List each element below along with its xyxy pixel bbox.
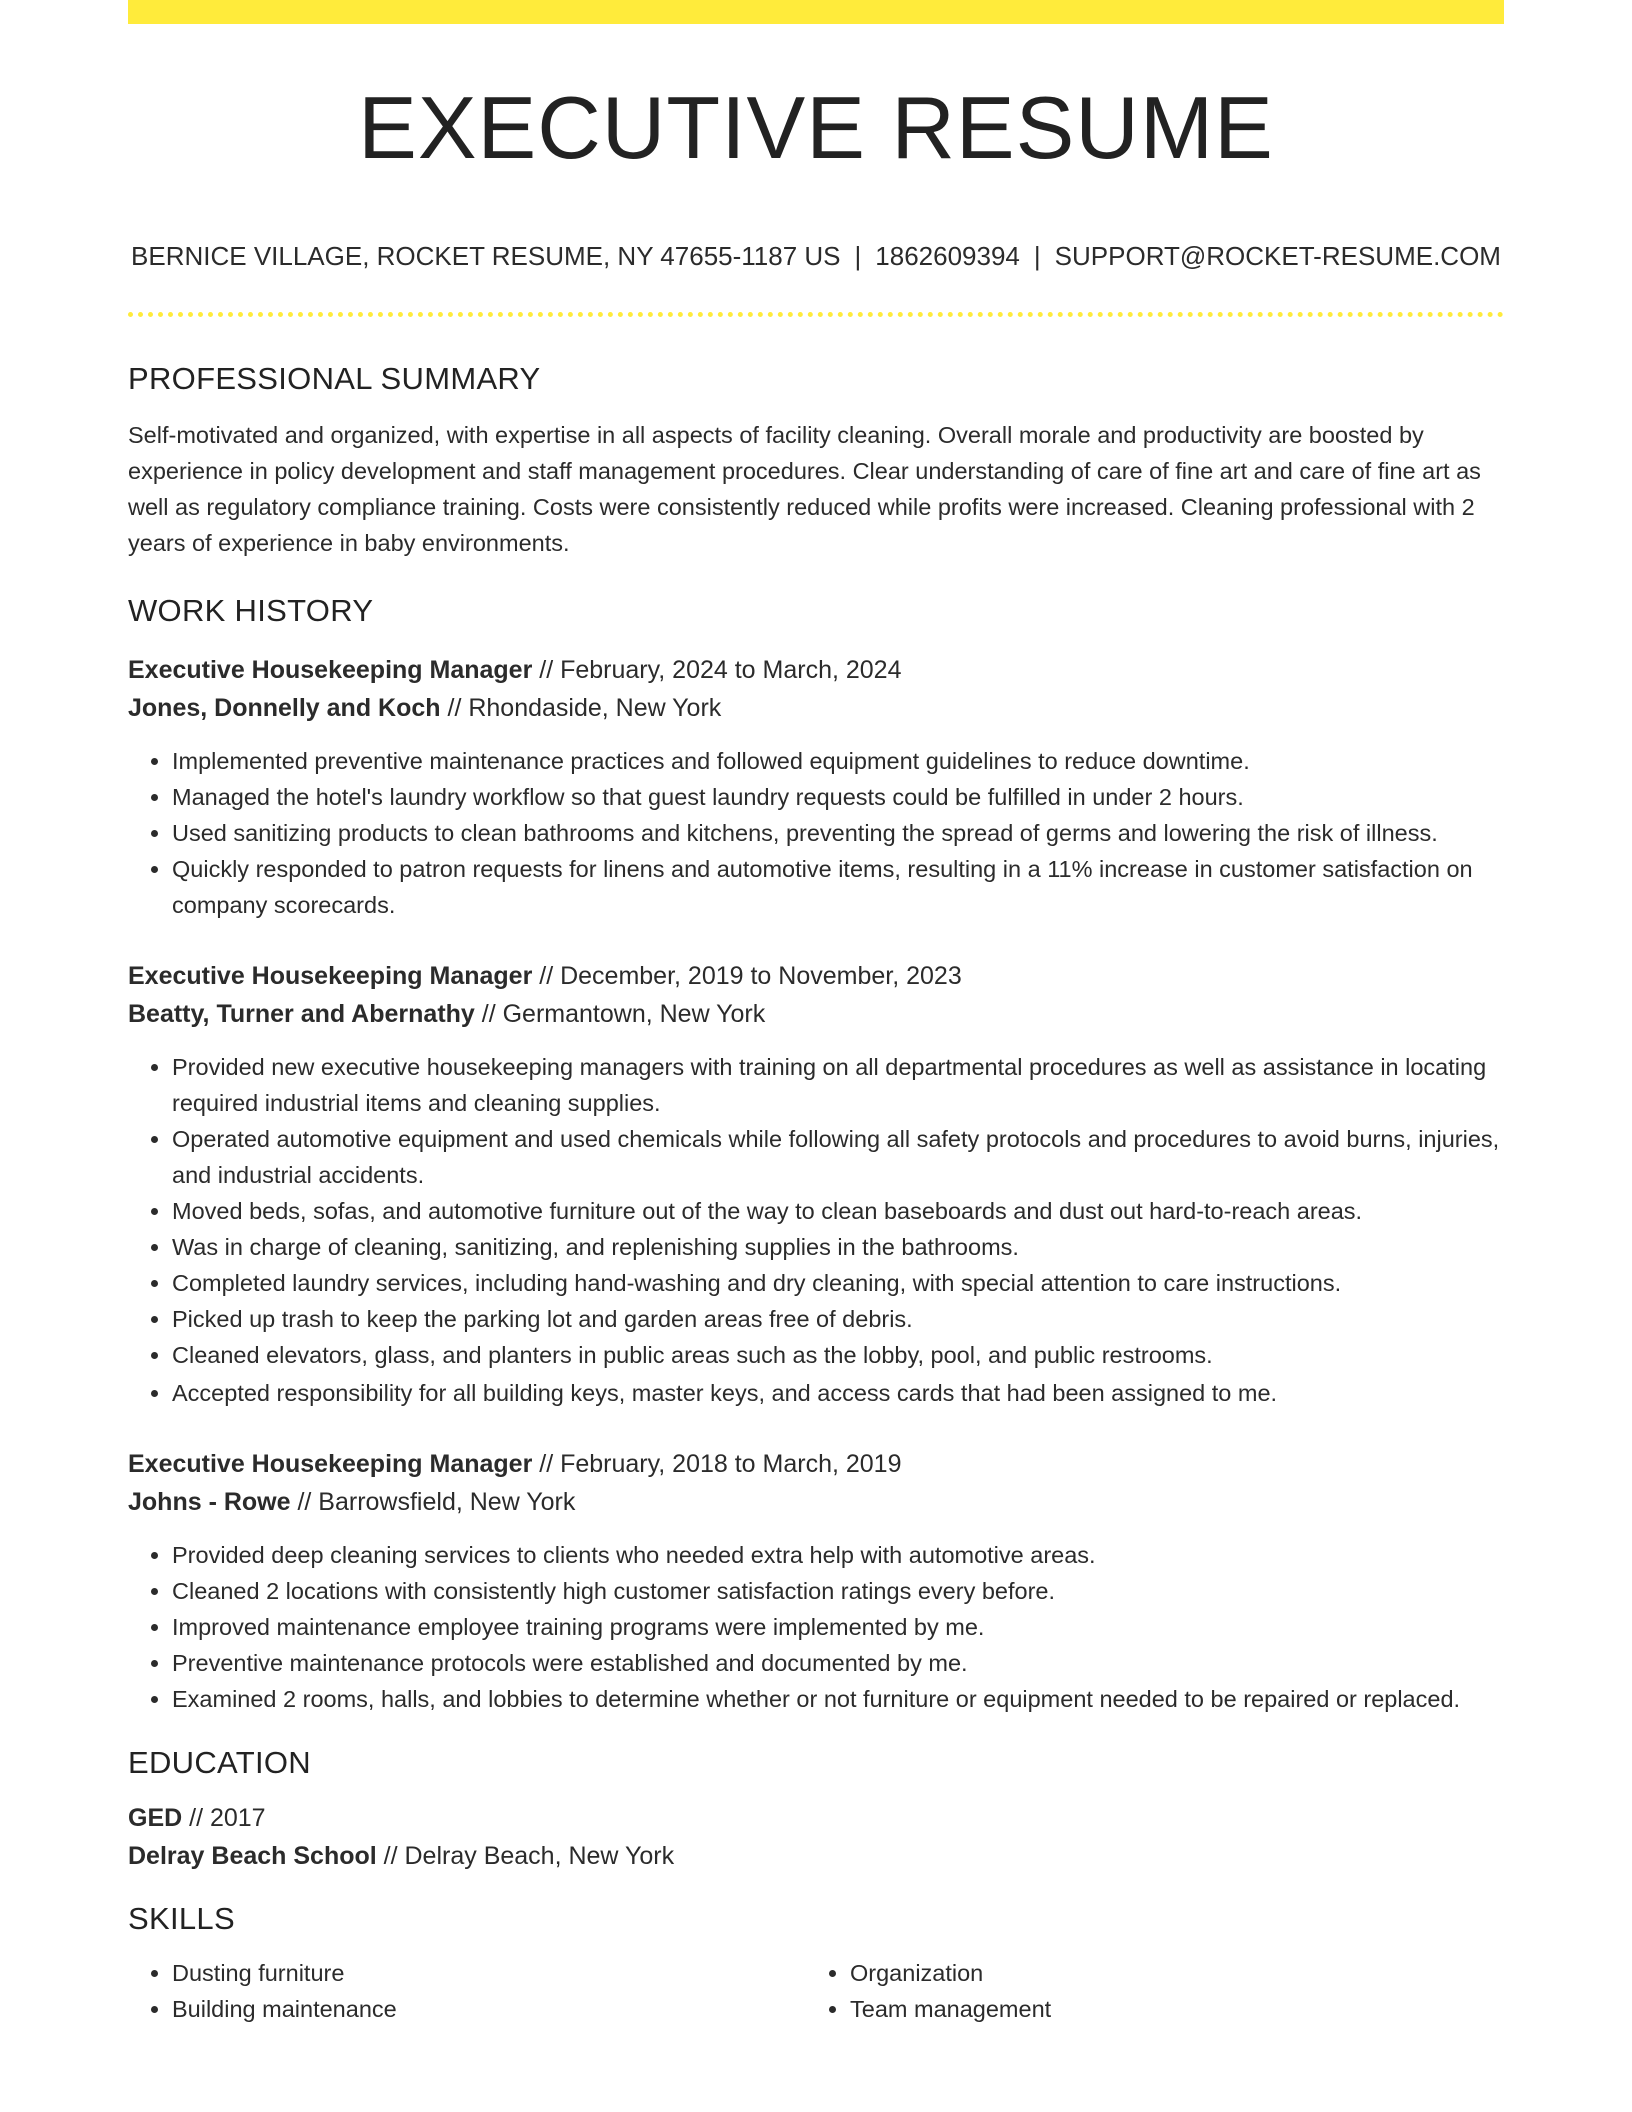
contact-phone[interactable]: 1862609394 — [875, 241, 1020, 271]
education-entry — [128, 1799, 1504, 1875]
summary-text: Self-motivated and organized, with expertise in all aspects of facility cleaning. Overall morale and productivity are boosted by experience in policy development and staff management procedures. Clear understanding of care of fine art and care of fine art as well as regulatory compliance training. Costs were consistently reduced while profits were increased. Cleaning professional with 2 years of experience in baby environments. — [128, 422, 1481, 556]
work-history-heading: WORK HISTORY — [128, 593, 374, 628]
list-item: • Cleaned elevators, glass, and planters in public areas such as the lobby, pool, and public restrooms. — [172, 1337, 1504, 1373]
list-item: • Moved beds, sofas, and automotive furniture out of the way to clean baseboards and dust out hard-to-reach areas. — [172, 1193, 1504, 1229]
skill-item: • Building maintenance — [172, 1991, 806, 2027]
degree-line — [128, 1799, 1504, 1837]
job-company-line — [128, 1483, 1504, 1521]
list-item: • Picked up trash to keep the parking lot and garden areas free of debris. — [172, 1301, 1504, 1337]
job-company: Johns - Rowe — [128, 1488, 291, 1516]
job-dates: // February, 2018 to March, 2019 — [532, 1450, 902, 1478]
contact-address: BERNICE VILLAGE, ROCKET RESUME, NY 47655-1187 US — [131, 241, 841, 271]
skills-bullets — [806, 1955, 1484, 2027]
job-title: Executive Housekeeping Manager — [128, 962, 533, 990]
skills-bullets — [128, 1955, 806, 2027]
job-title-line — [128, 651, 1504, 689]
list-item: • Implemented preventive maintenance practices and followed equipment guidelines to reduce downtime. — [172, 743, 1504, 779]
summary-heading: PROFESSIONAL SUMMARY — [128, 361, 541, 396]
school-line — [128, 1837, 1504, 1875]
job-title: Executive Housekeeping Manager — [128, 656, 533, 684]
skill-item: • Organization — [850, 1955, 1484, 1991]
list-item: • Accepted responsibility for all building keys, master keys, and access cards that had been assigned to me. — [172, 1375, 1504, 1411]
job-title: Executive Housekeeping Manager — [128, 1450, 533, 1478]
job-location: // Barrowsfield, New York — [290, 1488, 576, 1516]
degree: GED — [128, 1804, 183, 1832]
skills-list — [128, 1955, 1504, 2027]
education-heading: EDUCATION — [128, 1745, 311, 1780]
job-dates: // February, 2024 to March, 2024 — [532, 656, 902, 684]
list-item: • Improved maintenance employee training programs were implemented by me. — [172, 1609, 1504, 1645]
job-dates: // December, 2019 to November, 2023 — [532, 962, 962, 990]
skills-column-right — [806, 1955, 1484, 2027]
list-item: • Completed laundry services, including hand-washing and dry cleaning, with special attention to care instructions. — [172, 1265, 1504, 1301]
list-item: • Cleaned 2 locations with consistently high customer satisfaction ratings every before. — [172, 1573, 1504, 1609]
job-company: Beatty, Turner and Abernathy — [128, 1000, 475, 1028]
list-item: • Quickly responded to patron requests for linens and automotive items, resulting in a 11% increase in customer satisfaction on company scorecards. — [172, 851, 1504, 923]
job-bullets — [128, 743, 1504, 923]
accent-top-bar — [128, 0, 1504, 24]
list-item: • Was in charge of cleaning, sanitizing, and replenishing supplies in the bathrooms. — [172, 1229, 1504, 1265]
job-bullets — [128, 1537, 1504, 1717]
job-entry — [128, 651, 1504, 923]
job-company-line — [128, 689, 1504, 727]
job-entry — [128, 957, 1504, 1411]
resume-page — [128, 0, 1504, 2027]
school-location: // Delray Beach, New York — [376, 1842, 675, 1870]
job-title-line — [128, 957, 1504, 995]
skill-item: • Team management — [850, 1991, 1484, 2027]
contact-separator: | — [854, 241, 862, 271]
list-item: • Provided new executive housekeeping managers with training on all departmental procedures as well as assistance in locating required industrial items and cleaning supplies. — [172, 1049, 1504, 1121]
contact-separator: | — [1033, 241, 1041, 271]
skills-heading: SKILLS — [128, 1901, 235, 1936]
job-title-line — [128, 1445, 1504, 1483]
list-item: • Managed the hotel's laundry workflow so that guest laundry requests could be fulfilled in under 2 hours. — [172, 779, 1504, 815]
list-item: • Operated automotive equipment and used chemicals while following all safety protocols and procedures to avoid burns, injuries, and industrial accidents. — [172, 1121, 1504, 1193]
list-item: • Examined 2 rooms, halls, and lobbies to determine whether or not furniture or equipment needed to be repaired or replaced. — [172, 1681, 1504, 1717]
skills-column-left — [128, 1955, 806, 2027]
job-location: // Rhondaside, New York — [440, 694, 722, 722]
contact-email[interactable]: SUPPORT@ROCKET-RESUME.COM — [1054, 241, 1501, 271]
resume-title: EXECUTIVE RESUME — [358, 78, 1274, 177]
skill-item: • Dusting furniture — [172, 1955, 806, 1991]
contact-line — [128, 240, 1504, 272]
job-bullets — [128, 1049, 1504, 1411]
list-item: • Used sanitizing products to clean bathrooms and kitchens, preventing the spread of germs and lowering the risk of illness. — [172, 815, 1504, 851]
dotted-divider — [128, 312, 1504, 317]
degree-year: // 2017 — [182, 1804, 266, 1832]
job-entry — [128, 1445, 1504, 1717]
list-item: • Provided deep cleaning services to clients who needed extra help with automotive areas. — [172, 1537, 1504, 1573]
school-name: Delray Beach School — [128, 1842, 377, 1870]
job-company: Jones, Donnelly and Koch — [128, 694, 441, 722]
list-item: • Preventive maintenance protocols were established and documented by me. — [172, 1645, 1504, 1681]
job-location: // Germantown, New York — [474, 1000, 766, 1028]
job-company-line — [128, 995, 1504, 1033]
